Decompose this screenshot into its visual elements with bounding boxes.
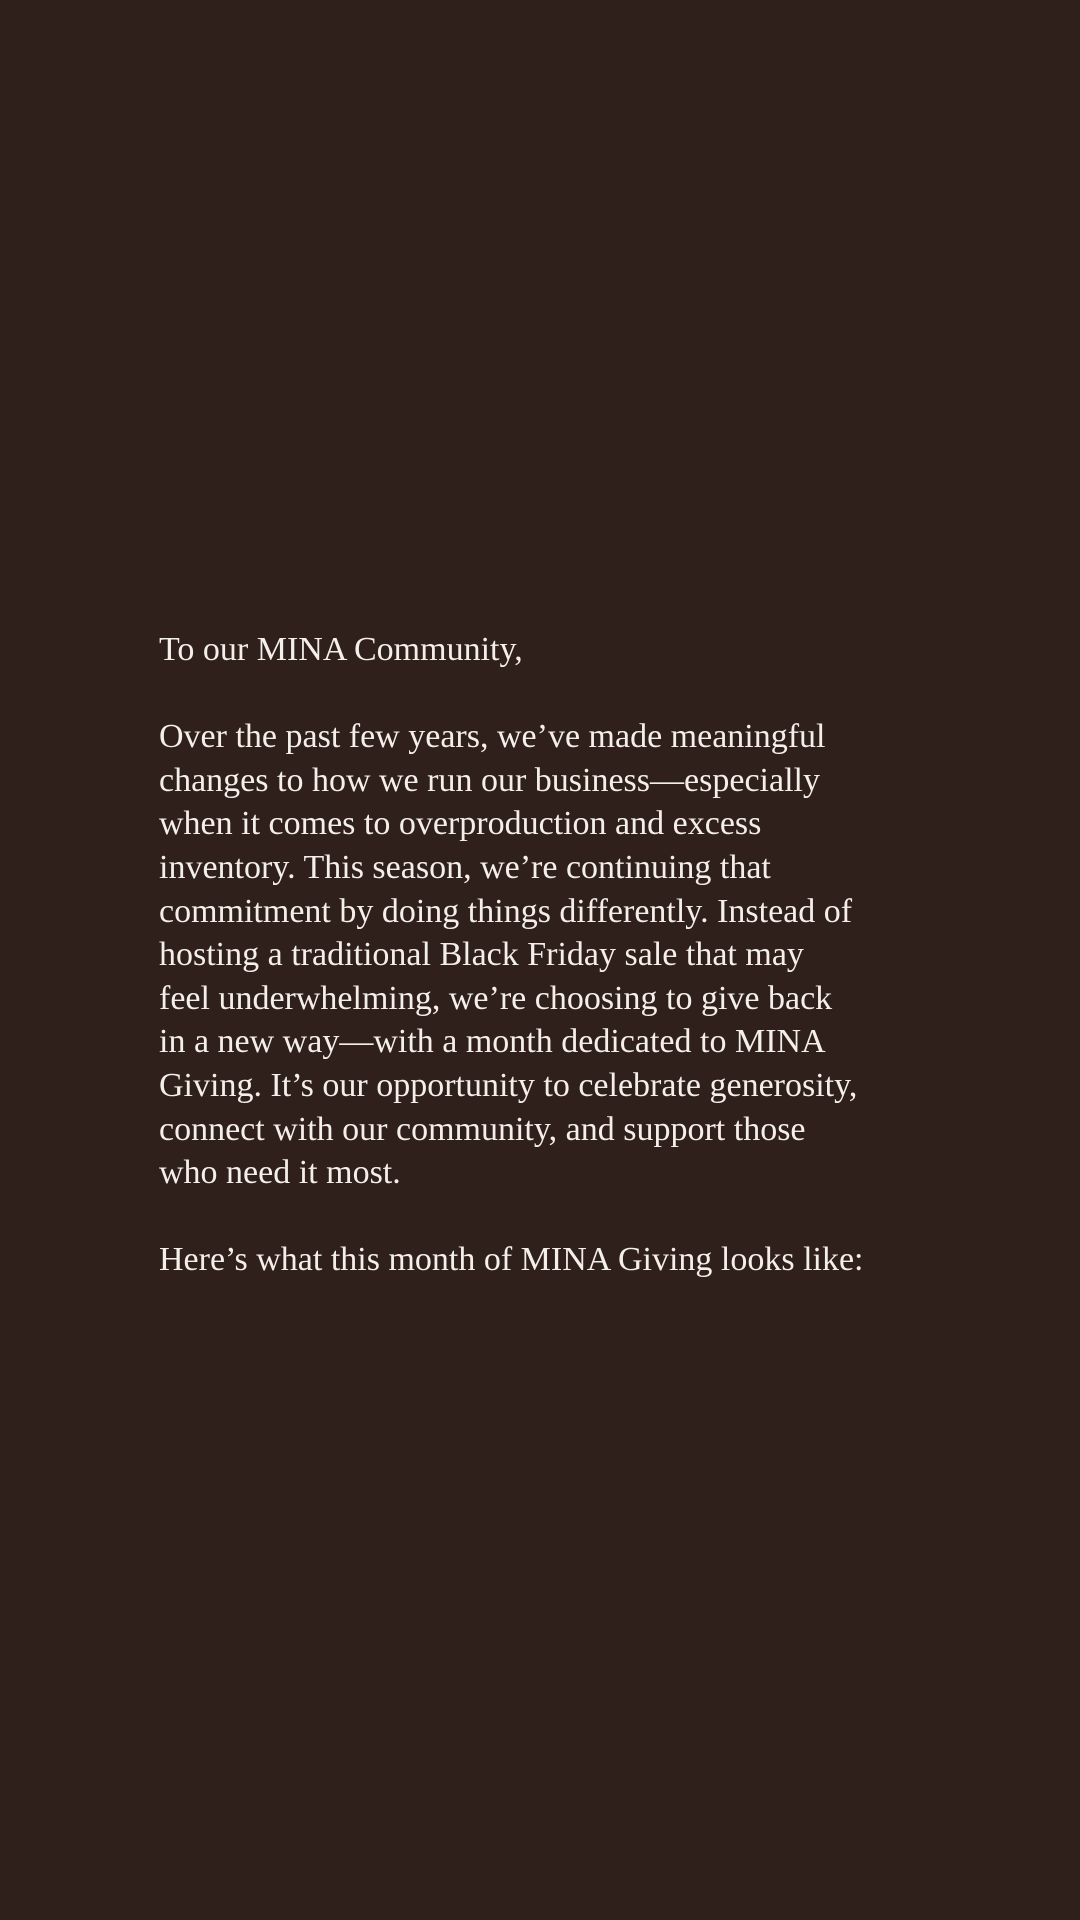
body-line: Over the past few years, we’ve made meaningful [159,718,826,756]
letter-greeting: To our MINA Community, [159,631,523,668]
body-line: changes to how we run our business—especially [159,761,820,799]
letter-content [159,628,930,1282]
body-line: Giving. It’s our opportunity to celebrate generosity, [159,1066,858,1104]
body-line: feel underwhelming, we’re choosing to give back [159,979,833,1017]
body-line: in a new way—with a month dedicated to MINA [159,1023,826,1061]
body-line: who need it most. [159,1154,401,1192]
body-line: hosting a traditional Black Friday sale that may [159,936,804,974]
letter-closing-line: Here’s what this month of MINA Giving looks like: [159,1241,864,1279]
letter-body-paragraph [159,715,930,1195]
body-line: commitment by doing things differently. Instead of [159,892,853,930]
body-line: inventory. This season, we’re continuing that [159,848,771,886]
body-line: connect with our community, and support those [159,1110,806,1148]
body-line: when it comes to overproduction and excess [159,805,762,843]
